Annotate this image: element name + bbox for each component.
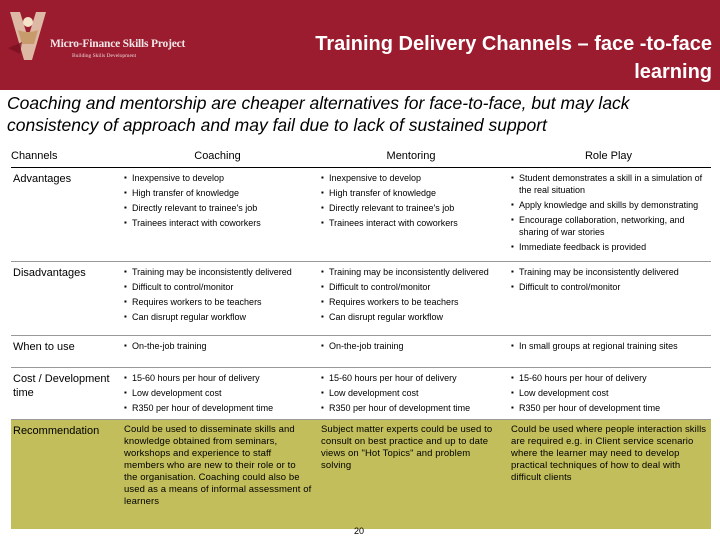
list-item: ▪ Immediate feedback is provided [511, 241, 707, 253]
list-item: ▪ 15-60 hours per hour of delivery [321, 372, 502, 384]
mentoring-cell [316, 261, 506, 335]
list-item: ▪ On-the-job training [321, 340, 502, 352]
page-title: Training Delivery Channels – face -to-face learning [315, 33, 712, 83]
list-item: ▪ Low development cost [124, 387, 312, 399]
list-item: ▪ 15-60 hours per hour of delivery [511, 372, 707, 384]
row-label: Advantages [11, 167, 119, 261]
role-play-cell [506, 335, 711, 367]
list-item: ▪ In small groups at regional training sites [511, 340, 707, 352]
column-header-coaching: Coaching [119, 145, 316, 167]
column-header-channels: Channels [11, 145, 119, 167]
mentoring-cell [316, 335, 506, 367]
list-item: ▪ Training may be inconsistently delivered [511, 266, 707, 278]
page-number: 20 [354, 526, 365, 536]
list-item: ▪ Student demonstrates a skill in a simulation of the real situation [511, 172, 707, 196]
header-banner [0, 0, 720, 90]
coaching-recommendation: Could be used to disseminate skills and knowledge obtained from seminars, workshops and experience to staff members who are new to their role or to the organisation. Coaching could also be used as a means of informal assessment of learners [119, 419, 316, 529]
coaching-cell [119, 367, 316, 419]
list-item: ▪ Inexpensive to develop [321, 172, 502, 184]
table-header-row [11, 145, 711, 167]
comparison-table [11, 145, 711, 529]
list-item: ▪ High transfer of knowledge [321, 187, 502, 199]
list-item: ▪ R350 per hour of development time [321, 402, 502, 414]
table-row [11, 167, 711, 261]
list-item: ▪ Can disrupt regular workflow [321, 311, 502, 323]
list-item: ▪ On-the-job training [124, 340, 312, 352]
role-play-recommendation: Could be used where people interaction skills are required e.g. in Client service scenario where the learner may need to develop practical techniques of how to deal with difficult clients [506, 419, 711, 529]
mentoring-cell [316, 167, 506, 261]
row-label: Disadvantages [11, 261, 119, 335]
list-item: ▪ Training may be inconsistently delivered [321, 266, 502, 278]
logo [6, 8, 186, 68]
table-row [11, 261, 711, 335]
logo-name: Micro-Finance Skills Project [50, 38, 186, 50]
list-item: ▪ Difficult to control/monitor [511, 281, 707, 293]
list-item: ▪ R350 per hour of development time [124, 402, 312, 414]
row-label: Recommendation [11, 419, 119, 529]
list-item: ▪ Requires workers to be teachers [321, 296, 502, 308]
column-header-mentoring: Mentoring [316, 145, 506, 167]
mentoring-cell [316, 367, 506, 419]
list-item: ▪ Trainees interact with coworkers [124, 217, 312, 229]
list-item: ▪ Directly relevant to trainee's job [321, 202, 502, 214]
role-play-cell [506, 261, 711, 335]
recommendation-row [11, 419, 711, 529]
list-item: ▪ Encourage collaboration, networking, and sharing of war stories [511, 214, 707, 238]
list-item: ▪ Difficult to control/monitor [124, 281, 312, 293]
column-header-role-play: Role Play [506, 145, 711, 167]
role-play-cell [506, 367, 711, 419]
list-item: ▪ Low development cost [511, 387, 707, 399]
row-label: When to use [11, 335, 119, 367]
logo-figure-icon [6, 8, 50, 68]
list-item: ▪ Low development cost [321, 387, 502, 399]
list-item: ▪ R350 per hour of development time [511, 402, 707, 414]
coaching-cell [119, 167, 316, 261]
list-item: ▪ Requires workers to be teachers [124, 296, 312, 308]
table-row [11, 335, 711, 367]
list-item: ▪ Trainees interact with coworkers [321, 217, 502, 229]
coaching-cell [119, 335, 316, 367]
list-item: ▪ Difficult to control/monitor [321, 281, 502, 293]
role-play-cell [506, 167, 711, 261]
row-label: Cost / Development time [11, 367, 119, 419]
list-item: ▪ 15-60 hours per hour of delivery [124, 372, 312, 384]
list-item: ▪ Apply knowledge and skills by demonstrating [511, 199, 707, 211]
list-item: ▪ Training may be inconsistently delivered [124, 266, 312, 278]
list-item: ▪ Can disrupt regular workflow [124, 311, 312, 323]
mentoring-recommendation: Subject matter experts could be used to consult on best practice and up to date views on "Hot Topics" and problem solving [316, 419, 506, 529]
page-subtitle: Coaching and mentorship are cheaper alternatives for face-to-face, but may lack consistency of approach and may fail due to lack of sustained support [7, 93, 630, 135]
coaching-cell [119, 261, 316, 335]
list-item: ▪ Inexpensive to develop [124, 172, 312, 184]
table-row [11, 367, 711, 419]
list-item: ▪ Directly relevant to trainee's job [124, 202, 312, 214]
list-item: ▪ High transfer of knowledge [124, 187, 312, 199]
logo-tagline: Building Skills Development [72, 53, 137, 59]
